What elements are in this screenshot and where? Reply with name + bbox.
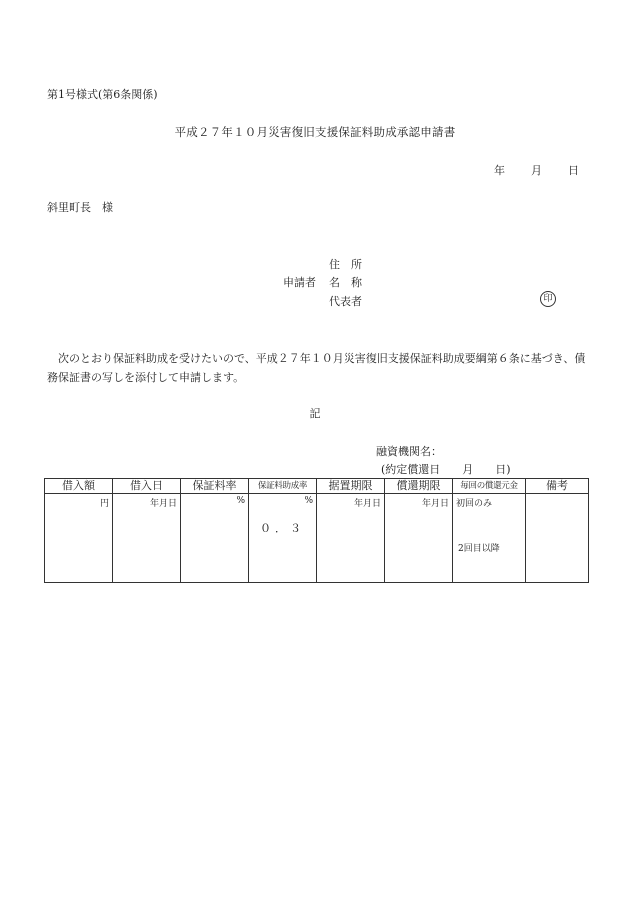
repayment-date: (約定償還日 月 日)	[381, 463, 511, 476]
date-month: 月	[531, 164, 542, 177]
representative-label: 代表者	[329, 295, 362, 308]
applicant-label: 申請者	[283, 276, 316, 289]
ki-heading: 記	[309, 407, 321, 420]
subsidy-rate-value: ０．３	[260, 522, 305, 535]
cell-installment[interactable]	[453, 494, 526, 583]
cell-guarantee-rate[interactable]: %	[181, 494, 249, 583]
first-only-label: 初回のみ	[456, 499, 493, 509]
application-body-text: 次のとおり保証料助成を受けたいので、平成２７年１０月災害復旧支援保証料助成要綱第６条に基づき、債務保証書の写しを添付して申請します。	[47, 352, 586, 384]
cell-repayment[interactable]: 年月日	[385, 494, 453, 583]
addressee: 斜里町長 様	[47, 201, 113, 214]
name-label: 名 称	[329, 276, 362, 289]
table-header-row	[45, 479, 589, 494]
header-guarantee-rate: 保証料率	[181, 479, 249, 494]
address-label: 住 所	[329, 258, 362, 271]
loan-table	[44, 478, 589, 583]
second-after-label: 2回目以降	[458, 544, 500, 554]
lender-label: 融資機関名：	[376, 445, 442, 458]
header-deferment: 据置期限	[317, 479, 385, 494]
header-installment: 毎回の償還元金	[453, 479, 526, 494]
seal-mark: 印	[540, 291, 556, 307]
header-amount: 借入額	[45, 479, 113, 494]
date-day: 日	[568, 164, 579, 177]
cell-amount[interactable]: 円	[45, 494, 113, 583]
date-year: 年	[494, 164, 505, 177]
cell-subsidy-rate: % ０．３	[249, 494, 317, 583]
document-title: 平成２７年１０月災害復旧支援保証料助成承認申請書	[174, 125, 456, 139]
cell-borrow-date[interactable]: 年月日	[113, 494, 181, 583]
header-repayment: 償還期限	[385, 479, 453, 494]
header-borrow-date: 借入日	[113, 479, 181, 494]
form-number: 第1号様式(第6条関係)	[47, 88, 158, 101]
cell-deferment[interactable]: 年月日	[317, 494, 385, 583]
header-subsidy-rate: 保証料助成率	[249, 479, 317, 494]
date-line	[494, 162, 579, 178]
cell-remarks[interactable]	[526, 494, 589, 583]
header-remarks: 備考	[526, 479, 589, 494]
table-row	[45, 494, 589, 583]
